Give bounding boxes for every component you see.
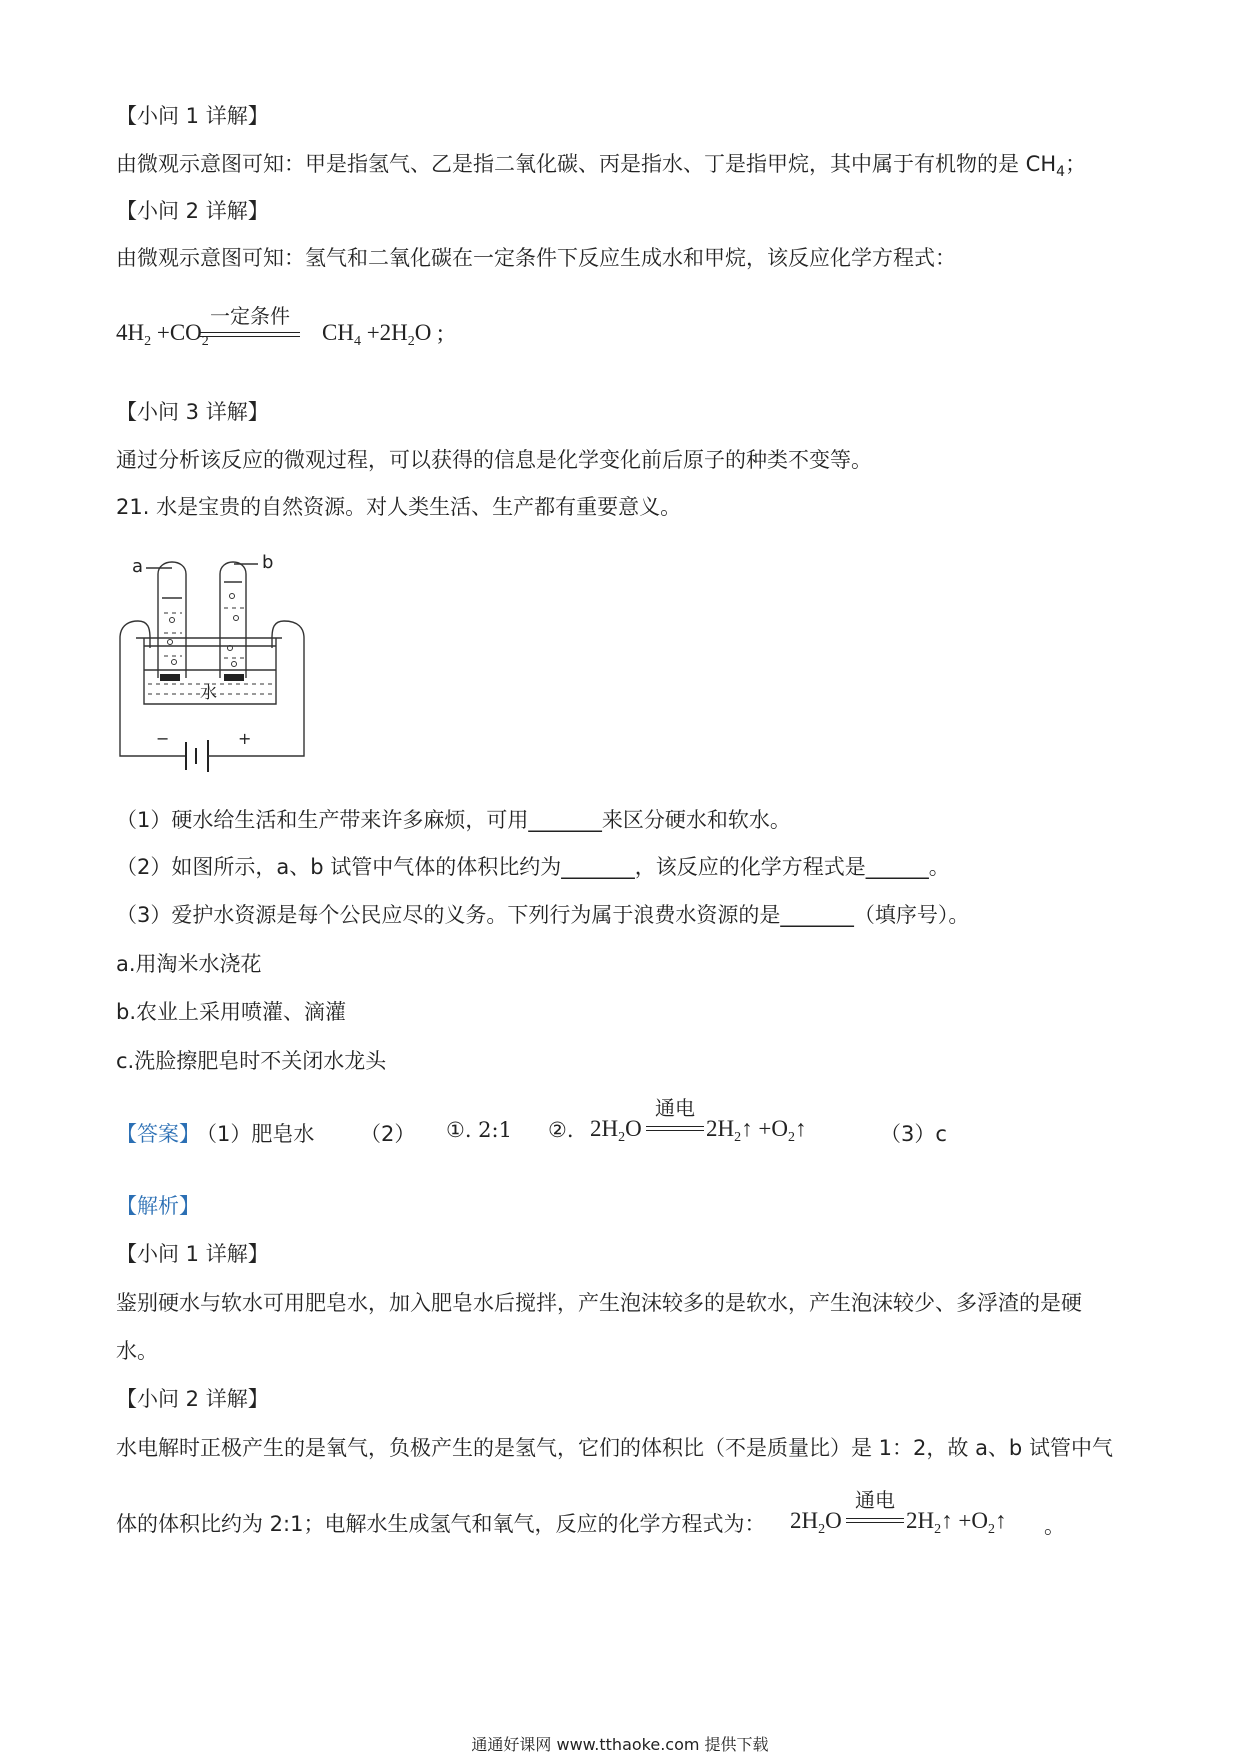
answer-label: 【答案】: [116, 1122, 200, 1146]
analysis-equation-end: 。: [1044, 1514, 1065, 1538]
answer-2-equation-label: ②.: [548, 1118, 574, 1142]
sq1-text: 由微观示意图可知：甲是指氢气、乙是指二氧化碳、丙是指水、丁是指甲烷，其中属于有机物的是 CH: [116, 152, 1057, 176]
analysis-equation-condition: 通电: [855, 1488, 895, 1512]
subquestion-1-text: [116, 150, 1086, 186]
sq1-end: ；: [1065, 152, 1087, 176]
analysis-2-line-2: 体的体积比约为 2:1；电解水生成氢气和氧气，反应的化学方程式为：: [116, 1512, 766, 1536]
option-c: c.洗脸擦肥皂时不关闭水龙头: [116, 1049, 387, 1073]
answer-2: （2）: [360, 1122, 416, 1146]
answer-equation-double-line: [646, 1126, 704, 1131]
answer-equation-left: $2H_2O$: [590, 1116, 642, 1145]
footer-watermark: 通通好课网 www.tthaoke.com 提供下载: [471, 1735, 769, 1754]
analysis-2-line-1: 水电解时正极产生的是氧气，负极产生的是氢气，它们的体积比（不是质量比）是 1：2，故 a、b 试管中气: [116, 1436, 1113, 1460]
subquestion-1-heading: 【小问 1 详解】: [116, 104, 269, 128]
label-a: a: [132, 556, 144, 577]
label-minus: −: [156, 729, 170, 748]
analysis-subquestion-1-heading: 【小问 1 详解】: [116, 1242, 269, 1266]
question-21-part-1: （1）硬水给生活和生产带来许多麻烦，可用_______来区分硬水和软水。: [116, 808, 791, 832]
label-water: 水: [200, 683, 217, 703]
analysis-equation-double-line: [846, 1518, 904, 1523]
analysis-1-line-1: 鉴别硬水与软水可用肥皂水，加入肥皂水后搅拌，产生泡沫较多的是软水，产生泡沫较少、多浮渣的是硬: [116, 1291, 1082, 1315]
answer-1: （1）肥皂水: [196, 1122, 315, 1146]
subquestion-2-heading: 【小问 2 详解】: [116, 199, 269, 223]
eq1-reactants: $4H_2 +CO_2$: [116, 320, 209, 349]
option-b: b.农业上采用喷灌、滴灌: [116, 1000, 347, 1024]
answer-2-ratio: ①. 2:1: [446, 1118, 512, 1142]
sq1-subscript: 4: [1056, 164, 1066, 181]
analysis-1-line-2: 水。: [116, 1339, 158, 1363]
eq1-products: $CH_4 +2H_2O$ ;: [322, 320, 444, 349]
eq1-condition: 一定条件: [210, 304, 290, 328]
subquestion-2-text: 由微观示意图可知：氢气和二氧化碳在一定条件下反应生成水和甲烷，该反应化学方程式：: [116, 246, 956, 270]
question-21-part-2: （2）如图所示，a、b 试管中气体的体积比约为_______，该反应的化学方程式是______。: [116, 855, 950, 879]
question-21-part-3: （3）爱护水资源是每个公民应尽的义务。下列行为属于浪费水资源的是_______（填序号）。: [116, 903, 970, 927]
answer-equation-condition: 通电: [655, 1096, 695, 1120]
option-a: a.用淘米水浇花: [116, 952, 262, 976]
question-21-title: 21. 水是宝贵的自然资源。对人类生活、生产都有重要意义。: [116, 495, 682, 519]
analysis-equation-left: $2H_2O$: [790, 1508, 842, 1537]
analysis-subquestion-2-heading: 【小问 2 详解】: [116, 1387, 269, 1411]
label-plus: +: [238, 729, 252, 748]
analysis-equation-right: $2H_2↑$ $+O_2↑$: [906, 1508, 1007, 1537]
subquestion-3-text: 通过分析该反应的微观过程，可以获得的信息是化学变化前后原子的种类不变等。: [116, 448, 872, 472]
answer-equation-right: $2H_2↑$ $+O_2↑$: [706, 1116, 807, 1145]
label-b: b: [262, 552, 274, 573]
eq1-double-line: [200, 332, 300, 337]
subquestion-3-heading: 【小问 3 详解】: [116, 400, 269, 424]
electrolysis-apparatus-figure: [116, 538, 316, 778]
analysis-label: 【解析】: [116, 1194, 200, 1218]
answer-3: （3）c: [880, 1122, 947, 1146]
